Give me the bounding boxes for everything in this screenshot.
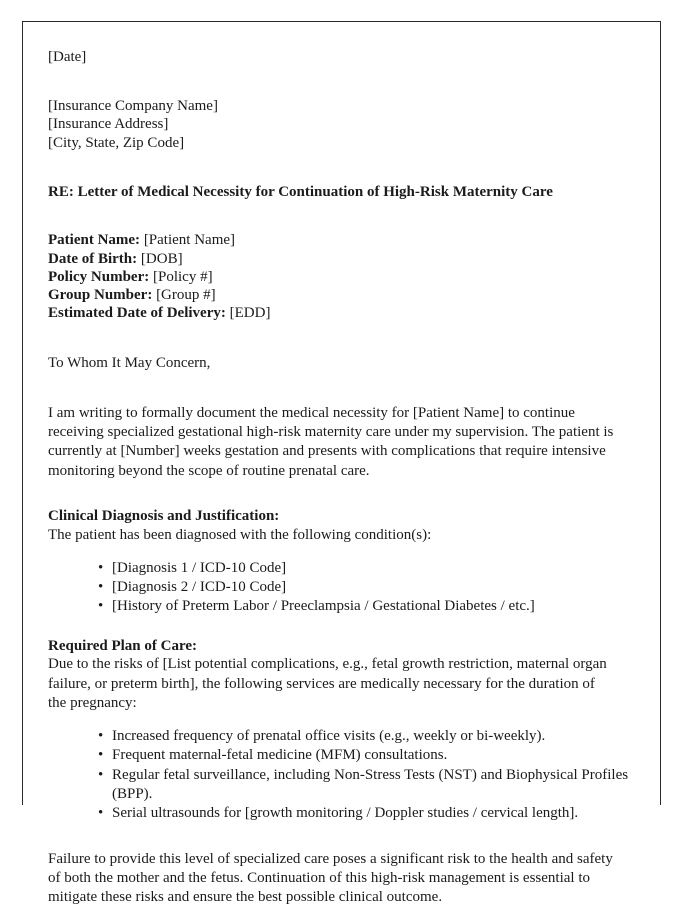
group-number-value: [Group #] xyxy=(156,287,216,304)
spacer-after-re xyxy=(48,201,634,231)
date-of-birth-label: Date of Birth: xyxy=(48,250,138,267)
list-item: • [History of Preterm Labor / Preeclampsia / Gestational Diabetes / etc.] xyxy=(48,597,634,616)
list-item: • Frequent maternal-fetal medicine (MFM) consultations. xyxy=(48,746,634,765)
recipient-address: [Insurance Address] xyxy=(48,116,169,133)
patient-info-block xyxy=(48,231,634,322)
date-of-birth-value: [DOB] xyxy=(140,250,183,267)
group-number-label: Group Number: xyxy=(48,287,153,304)
diagnosis-list xyxy=(48,559,634,617)
salutation: To Whom It May Concern, xyxy=(48,355,211,372)
list-item: • Serial ultrasounds for [growth monitoring / Doppler studies / cervical length]. xyxy=(48,804,634,823)
spacer-after-patient-info xyxy=(48,322,634,354)
spacer-after-address xyxy=(48,152,634,183)
document-body xyxy=(23,22,660,908)
patient-info-row xyxy=(48,304,634,322)
spacer-after-salutation xyxy=(48,374,634,404)
estimated-delivery-date-value: [EDD] xyxy=(229,305,271,322)
plan-section-heading: Required Plan of Care: xyxy=(48,637,198,654)
document-page xyxy=(22,21,661,906)
diagnosis-section-heading: Clinical Diagnosis and Justification: xyxy=(48,507,280,524)
policy-number-label: Policy Number: xyxy=(48,268,150,285)
recipient-city-state-zip: [City, State, Zip Code] xyxy=(48,134,185,151)
list-item: • Increased frequency of prenatal office visits (e.g., weekly or bi-weekly). xyxy=(48,727,634,746)
spacer-before-plan-list xyxy=(48,713,634,727)
list-item: • [Diagnosis 2 / ICD-10 Code] xyxy=(48,578,634,597)
re-subject-line: RE: Letter of Medical Necessity for Continuation of High-Risk Maternity Care xyxy=(48,183,553,200)
spacer-before-closing xyxy=(48,824,634,850)
spacer-after-date xyxy=(48,66,634,97)
policy-number-value: [Policy #] xyxy=(152,268,213,285)
spacer-after-diagnosis-list xyxy=(48,617,634,637)
spacer-before-diagnosis-list xyxy=(48,545,634,559)
plan-section-lead-in: Due to the risks of [List potential complications, e.g., fetal growth restriction, maternal organ failure, or preterm birth], the following services are medically necessary for the duration of the pregnancy: xyxy=(48,656,607,711)
intro-paragraph: I am writing to formally document the medical necessity for [Patient Name] to continue receiving specialized gestational high-risk maternity care under my supervision. The patient is currently at [Number] weeks gestation and presents with complications that require intensive monitoring beyond the scope of routine prenatal care. xyxy=(48,404,614,479)
closing-paragraph: Failure to provide this level of specialized care poses a significant risk to the health and safety of both the mother and the fetus. Continuation of this high-risk management is essential to mitigate these risks and ensure the best possible clinical outcome. xyxy=(48,850,613,906)
spacer-after-intro xyxy=(48,481,634,507)
patient-info-row xyxy=(48,286,634,304)
patient-name-label: Patient Name: xyxy=(48,232,141,249)
diagnosis-section-lead-in: The patient has been diagnosed with the following condition(s): xyxy=(48,526,432,543)
date-block xyxy=(48,48,634,66)
patient-info-row xyxy=(48,268,634,286)
patient-name-value: [Patient Name] xyxy=(143,232,236,249)
plan-of-care-list xyxy=(48,727,634,823)
list-item: • Regular fetal surveillance, including Non-Stress Tests (NST) and Biophysical Profiles (BPP). xyxy=(48,766,634,805)
patient-info-row xyxy=(48,250,634,268)
recipient-address-block xyxy=(48,97,634,152)
recipient-company: [Insurance Company Name] xyxy=(48,98,218,115)
patient-info-row xyxy=(48,231,634,249)
estimated-delivery-date-label: Estimated Date of Delivery: xyxy=(48,305,226,322)
date-placeholder: [Date] xyxy=(48,49,87,65)
list-item: • [Diagnosis 1 / ICD-10 Code] xyxy=(48,559,634,578)
